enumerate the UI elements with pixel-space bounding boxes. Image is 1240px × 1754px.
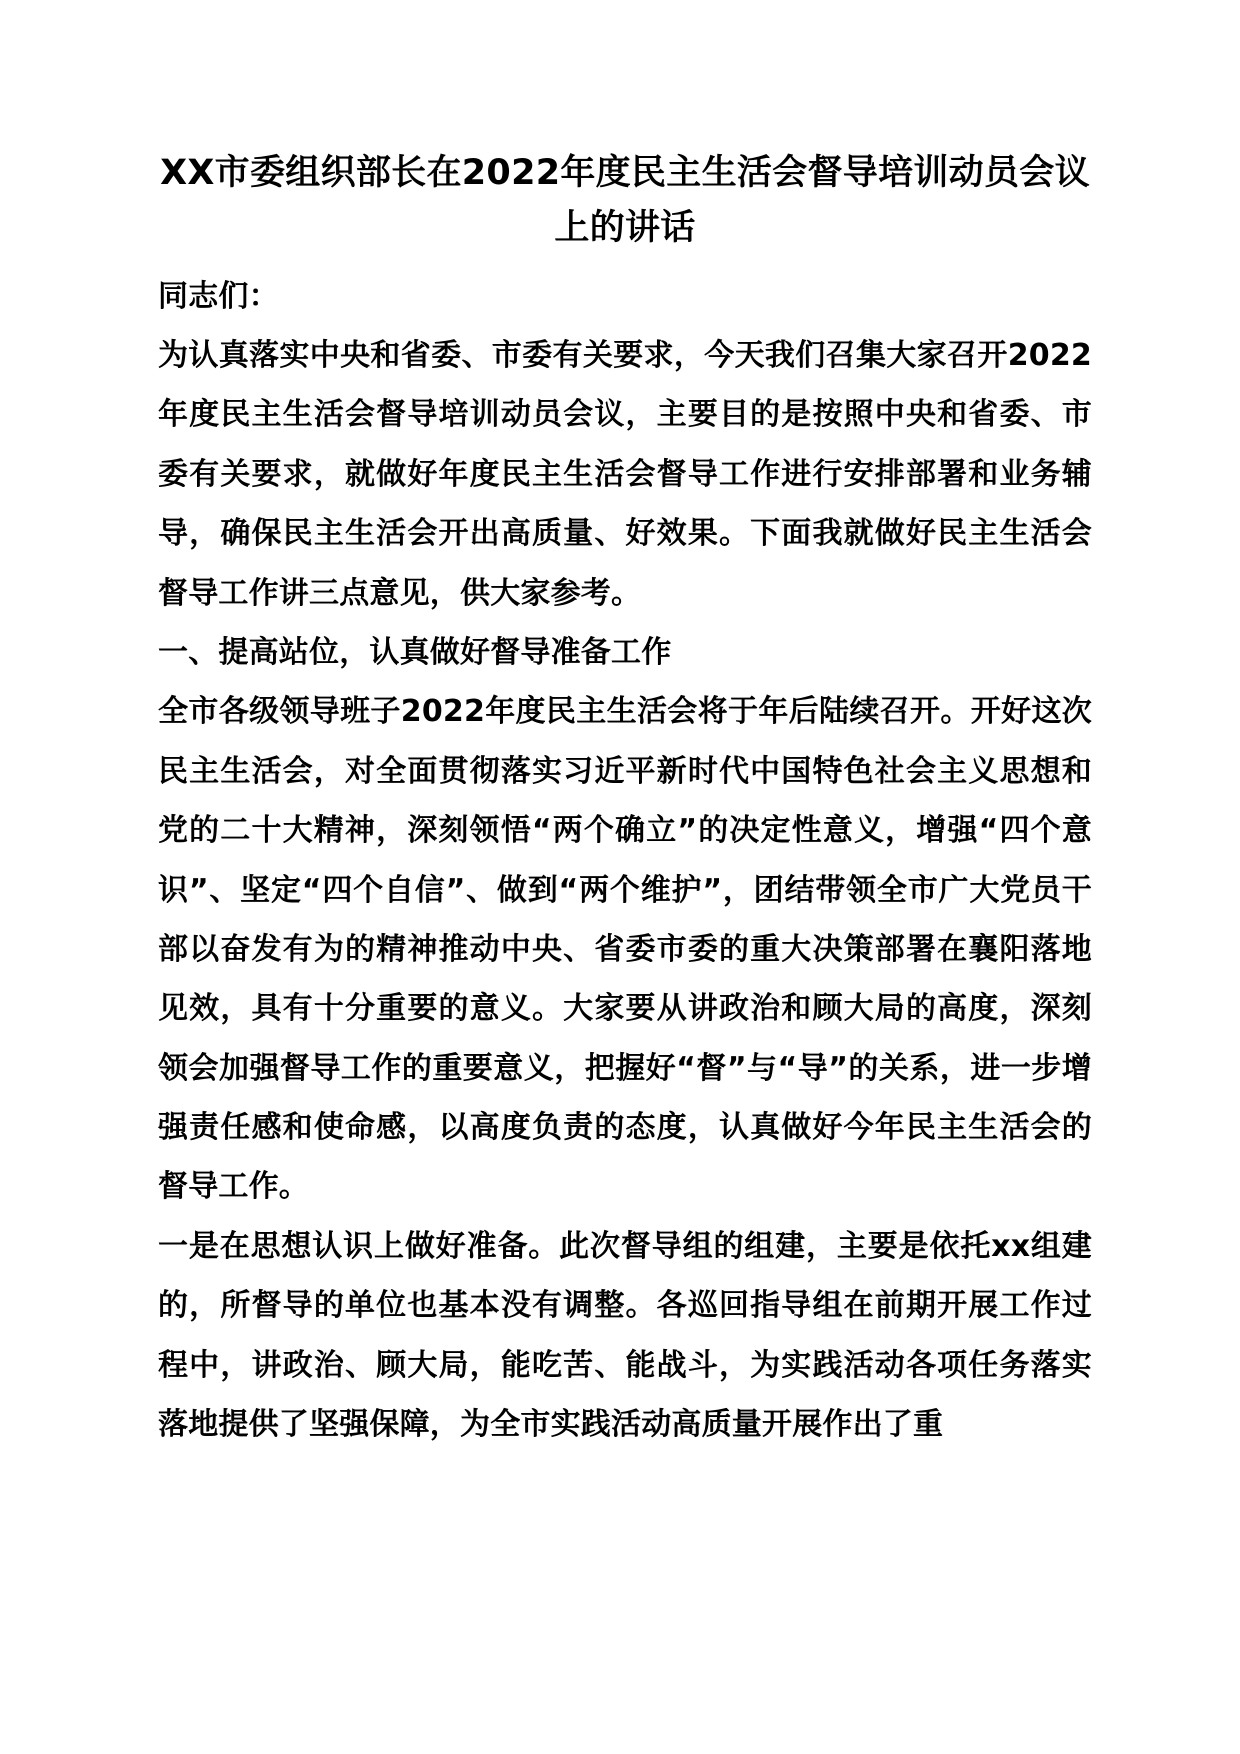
document-title: XX市委组织部长在2022年度民主生活会督导培训动员会议上的讲话 [160,153,1090,249]
section-heading-1: 一、提高站位，认真做好督导准备工作 [158,634,672,670]
document-text-column [158,146,1092,1454]
body-paragraph-1: 为认真落实中央和省委、市委有关要求，今天我们召集大家召开2022年度民主生活会督导培训动员会议，主要目的是按照中央和省委、市委有关要求，就做好年度民主生活会督导工作进行安排部署和业务辅导，确保民主生活会开出高质量、好效果。下面我就做好民主生活会督导工作讲三点意见，供大家参考。 [158,337,1092,611]
body-paragraph-3: 一是在思想认识上做好准备。此次督导组的组建，主要是依托xx组建的，所督导的单位也基本没有调整。各巡回指导组在前期开展工作过程中，讲政治、顾大局，能吃苦、能战斗，为实践活动各项任务落实落地提供了坚强保障，为全市实践活动高质量开展作出了重 [158,1228,1092,1443]
salutation-line: 同志们： [158,278,279,314]
body-paragraph-2: 全市各级领导班子2022年度民主生活会将于年后陆续召开。开好这次民主生活会，对全面贯彻落实习近平新时代中国特色社会主义思想和党的二十大精神，深刻领悟“两个确立”的决定性意义，增强“四个意识”、坚定“四个自信”、做到“两个维护”，团结带领全市广大党员干部以奋发有为的精神推动中央、省委市委的重大决策部署在襄阳落地见效，具有十分重要的意义。大家要从讲政治和顾大局的高度，深刻领会加强督导工作的重要意义，把握好“督”与“导”的关系，进一步增强责任感和使命感，以高度负责的态度，认真做好今年民主生活会的督导工作。 [158,694,1092,1205]
